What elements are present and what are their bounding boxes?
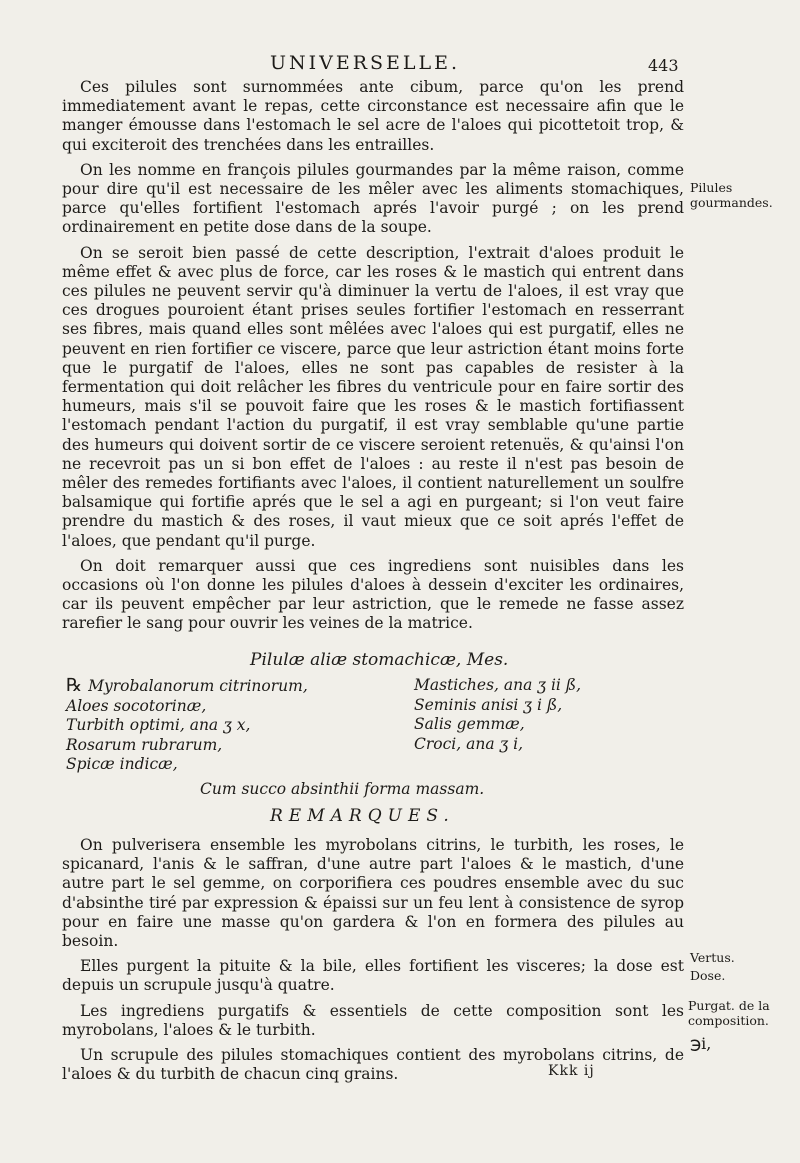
paragraph: Les ingrediens purgatifs & essentiels de cette composition sont les myrobolans, l'aloes & le turbith. [62, 1001, 684, 1039]
paragraph: On les nomme en françois pilules gourmandes par la même raison, comme pour dire qu'il est necessaire de les mêler avec les aliments stomachiques, parce qu'elles fortifient l'estomach aprés l'avoir purgé ; on les prend ordinairement en petite dose dans de la soupe. [62, 160, 684, 237]
ingredient-line: Seminis anisi ʒ i ß, [414, 695, 563, 714]
ingredient-line: Aloes socotorinæ, [66, 696, 207, 715]
ingredient-line: Mastiches, ana ʒ ii ß, [414, 676, 582, 694]
paragraph: On doit remarquer aussi que ces ingrediens sont nuisibles dans les occasions où l'on donne les pilules d'aloes à dessein d'exciter les ordinaires, car ils peuvent empêcher par leur astriction, que le remede ne fasse assez rarefier le sang pour ouvrir les veines de la matrice. [62, 556, 684, 633]
running-head: UNIVERSELLE. [270, 52, 461, 74]
ingredient-line: Turbith optimi, ana ʒ x, [66, 716, 251, 734]
recipe-title: Pilulæ aliæ stomachicæ, Mes. [250, 650, 509, 670]
margin-note-gourmandes: Pilules gourmandes. [690, 180, 773, 210]
page-number: 443 [648, 56, 679, 75]
paragraph: Ces pilules sont surnommées ante cibum, parce qu'on les prend immediatement avant le repas, cette circonstance est necessaire afin que le manger émousse dans l'estomach le sel acre de l'aloes qui picottetoit trop, & qui exciteroit des trenchées dans les entrailles. [62, 78, 684, 154]
ingredients-right-column [414, 676, 581, 754]
signature-mark: Kkk ij [548, 1063, 595, 1079]
ingredient-line: Rosarum rubrarum, [66, 735, 223, 754]
recipe-footer: Cum succo absinthii forma massam. [200, 780, 485, 798]
margin-note-purgat: Purgat. de la composition. [688, 998, 770, 1028]
paragraph: Un scrupule des pilules stomachiques contient des myrobolans citrins, de l'aloes & du turbith de chacun cinq grains. [62, 1046, 684, 1084]
ingredients-left-column [66, 676, 308, 775]
margin-note-vertus: Vertus. [690, 950, 735, 965]
margin-note-scruple: ℈i, [690, 1034, 712, 1053]
paragraph: On pulverisera ensemble les myrobolans citrins, le turbith, les roses, le spicanard, l'anis & le saffran, d'une autre part l'aloes & le mastich, d'une autre part le sel gemme, on corporifiera ces poudres ensemble avec du suc d'absinthe tiré par expression & épaissi sur un feu lent à consistence de syrop pour en faire une masse qu'on gardera & l'on en formera des pilules au besoin. [62, 836, 684, 951]
ingredient-line: Croci, ana ʒ i, [414, 734, 524, 753]
paragraph: On se seroit bien passé de cette description, l'extrait d'aloes produit le même effet & avec plus de force, car les roses & le mastich qui entrent dans ces pilules ne peuvent servir qu'à diminuer la vertu de l'aloes, il est vray que ces drogues pouroient étant prises seules fortifier l'estomach en resserrant ses fibres, mais quand elles sont mêlées avec l'aloes qui est purgatif, elles ne peuvent en rien fortifier ce viscere, parce que leur astriction étant moins forte que le purgatif de l'aloes, elles ne sont pas capables de resister à la fermentation qui doit relâcher les fibres du ventricule pour en faire sortir des humeurs, mais s'il se pouvoit faire que les roses & le mastich fortifiassent l'estomach pendant l'action du purgatif, il est vray semblable qu'une partie des humeurs qui doivent sortir de ce viscere seroient retenuës, & qu'ainsi l'on ne recevroit pas un si bon effet de l'aloes : au reste il n'est pas besoin de mêler des remedes fortifiants avec l'aloes, il contient naturellement un soulfre balsamique qui fortifie aprés que le sel a agi en purgeant; si l'on veut faire prendre du mastich & des roses, il vaut mieux que ce soit aprés l'effet de l'aloes, que pendant qu'il purge. [62, 243, 684, 550]
ingredient-line: Spicæ indicæ, [66, 755, 178, 773]
body-text-top [62, 78, 684, 640]
section-heading: REMARQUES. [270, 806, 455, 826]
ingredient-line [66, 676, 308, 697]
ingredient-text: Myrobalanorum citrinorum, [88, 677, 308, 695]
ingredient-line: Salis gemmæ, [414, 715, 525, 733]
recipe-symbol: ℞ [66, 675, 83, 696]
paragraph: Elles purgent la pituite & la bile, elles fortifient les visceres; la dose est depuis un scrupule jusqu'à quatre. [62, 957, 684, 995]
body-text-bottom [62, 836, 684, 1090]
margin-note-dose: Dose. [690, 968, 726, 983]
